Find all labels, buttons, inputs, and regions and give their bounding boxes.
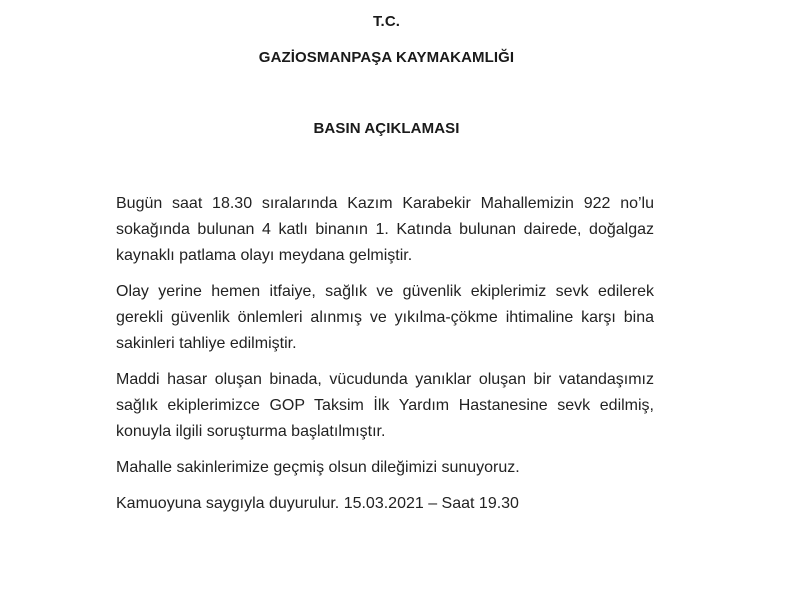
paragraph-incident: Bugün saat 18.30 sıralarında Kazım Karabekir Mahallemizin 922 no’lu sokağında bulunan 4 katlı binanın 1. Katında bulunan dairede, doğalgaz kaynaklı patlama olayı meydana gelmiştir. (116, 195, 654, 264)
paragraph-announcement: Kamuoyuna saygıyla duyurulur. 15.03.2021 – Saat 19.30 (116, 495, 519, 512)
office-heading: GAZİOSMANPAŞA KAYMAKAMLIĞI (258, 49, 515, 66)
paragraph-injury: Maddi hasar oluşan binada, vücudunda yanıklar oluşan bir vatandaşımız sağlık ekiplerimizce GOP Taksim İlk Yardım Hastanesine sevk edilmiş, konuyla ilgili soruşturma başlatılmıştır. (116, 371, 654, 440)
state-heading: T.C. (372, 13, 401, 30)
document-title: BASIN AÇIKLAMASI (313, 120, 460, 137)
paragraph-response: Olay yerine hemen itfaiye, sağlık ve güvenlik ekiplerimiz sevk edilerek gerekli güvenlik önlemleri alınmış ve yıkılma-çökme ihtimaline karşı bina sakinleri tahliye edilmiştir. (116, 283, 654, 352)
document-body (116, 191, 654, 527)
paragraph-wishes: Mahalle sakinlerimize geçmiş olsun dileğimizi sunuyoruz. (116, 459, 520, 476)
